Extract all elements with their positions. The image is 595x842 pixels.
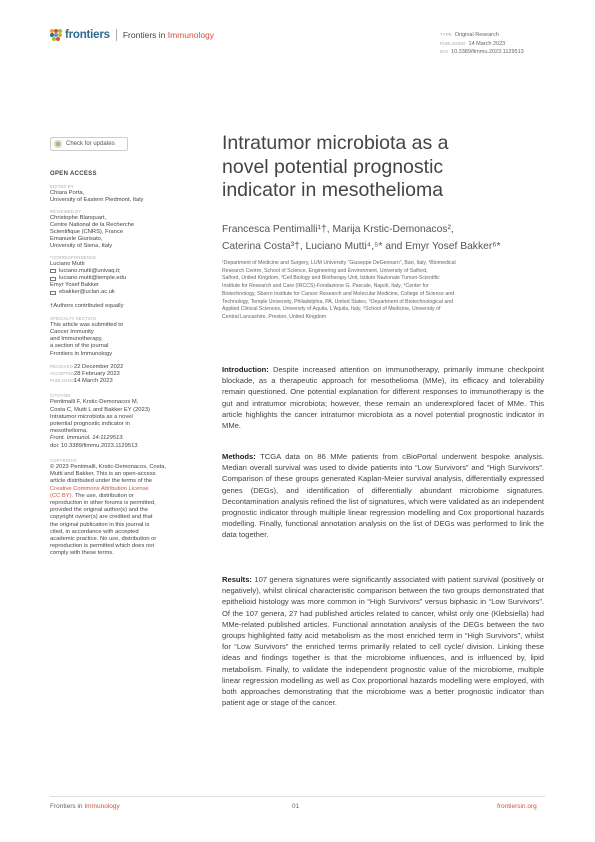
reviewed-by-section: REVIEWED BY Christophe Blanquart, Centre National de la Recherche Scientifique (CNRS), France Emanuele Giurisato, University of Siena, Italy — [50, 208, 135, 250]
email-link[interactable]: ebakker@uclan.ac.uk — [50, 289, 168, 296]
edited-by-section: EDITED BY Chiara Porta, University of Eastern Piedmont, Italy — [50, 184, 144, 204]
cc-license-link[interactable]: Creative Commons Attribution License — [50, 485, 149, 492]
sidebar — [50, 171, 168, 558]
email-link[interactable]: luciano.mutti@temple.edu — [50, 275, 168, 282]
frontiers-dots-icon — [50, 29, 62, 41]
meta-doi: DOI 10.3389/fimmu.2023.1129513 — [440, 49, 524, 55]
cc-by-link[interactable]: (CC BY). — [50, 492, 74, 499]
abstract-methods: Methods: TCGA data on 86 MMe patients from cBioPortal underwent bespoke analysis. Median overall survival was used to divide patients into “Low Survivors” and “High Survivors”. Comparison of these groups generated Kaplan-Meier survival analysis, differentially expressed genes (DEGs), and identification of differentially abundant microbiome signatures. Decontamination analysis refined the list of signatures, which were validated as an independent prognostic indicator through multiple linear regression modelling and Cox proportional hazards modelling. Finally, functional annotation analysis on the list of DEGs was performed to link the data together. — [222, 452, 544, 540]
envelope-icon — [50, 277, 56, 281]
site-link[interactable]: frontiersin.org — [497, 803, 537, 810]
meta-type: TYPE Original Research — [440, 32, 499, 38]
copyright-section: COPYRIGHT © 2023 Pentimalli, Krstic-Demonacos, Costa, Mutti and Bakker. This is an open-access article distributed under the terms of the Creative Commons Attribution License (CC BY). The use, distribution or reproduction in other forums is permitted, provided the original author(s) and the copyright owner(s) are credited and that the original publication in this journal is cited, in accordance with accepted academic practice. No use, distribution or reproduction is permitted which does not comply with these terms. — [50, 457, 167, 557]
check-updates-icon — [54, 140, 62, 148]
dates-section: RECEIVED 22 December 2022 ACCEPTED 28 February 2023 PUBLISHED 14 March 2023 — [50, 363, 124, 385]
footer-divider — [50, 796, 545, 797]
article-meta — [440, 31, 524, 57]
envelope-icon — [50, 291, 56, 295]
divider — [116, 29, 117, 41]
affiliations: ¹Department of Medicine and Surgery, LUM University “Giuseppe DeGennaro”, Bari, Italy, ²Biomedical Research Centre, School of Science, Engineering and Environment, University of Salford, Salford, United Kingdom, ³Cell Biology and Biotherapy Unit, Istituto Nazionale Tumori-Scientific Institute for Research and Care (IRCCS)-Fondazione G. Pascale, Napoli, Italy, ⁴Center for Biotechnology, Sbarro Institute for Cancer Research and Molecular Medicine, College of Science and Technology, Temple University, Philadelphia, PA, United States, ⁵Department of Biotechnological and Applied Clinical Sciences, University of Aquila, L'Aquila, Italy, ⁶School of Medicine, University of Central Lancashire, Preston, United Kingdom — [222, 260, 456, 320]
author-list: Francesca Pentimalli¹†, Marija Krstic-Demonacos², Caterina Costa³†, Luciano Mutti⁴,⁵* and Emyr Yosef Bakker⁶* — [222, 224, 501, 252]
abstract-introduction: Introduction: Despite increased attention on immunotherapy, primarily immune checkpoint blockade, as a therapeutic approach for mesothelioma (MMe), its efficacy and tolerability remain questioned. One potential explanation for different responses to immunotherapy is the gut and intratumor microbiota; however, these remain an underexplored facet of MMe. This article highlights the cancer intratumor microbiota as a novel potential prognostic indicator in MMe. — [222, 365, 544, 431]
page-number: 01 — [292, 803, 300, 810]
frontiers-logo[interactable] — [50, 29, 214, 41]
envelope-icon — [50, 269, 56, 273]
journal-name: Frontiers in Immunology — [122, 30, 215, 40]
equal-contribution-note: †Authors contributed equally — [50, 302, 124, 309]
specialty-section: SPECIALTY SECTION This article was submitted to Cancer Immunity and Immunotherapy, a section of the journal Frontiers in Immunology — [50, 315, 124, 357]
check-for-updates-button[interactable] — [50, 137, 128, 151]
check-updates-label: Check for updates — [66, 141, 115, 147]
footer-journal: Frontiers in Immunology — [50, 803, 120, 810]
brand-name: frontiers — [65, 29, 110, 41]
open-access-label: OPEN ACCESS — [50, 171, 97, 177]
abstract-results: Results: 107 genera signatures were significantly associated with patient survival (positively or negatively), whilst clinical characteristic comparison between the two groups demonstrated that epithelioid histology was more common in “High Survivors” versus biphasic in “Low Survivors”. Of the 107 genera, 27 had published articles related to cancer, whilst only one (Klebsiella) had MMe-related published articles. Functional annotation analysis of the DEGs between the two groups highlighted fatty acid metabolism as the most enriched term in “High Survivors”, whilst for “Low Survivors” the enriched terms primarily related to cell cycle/ division. Linking these ideas and findings together is that the microbiome influences, and is influenced by, lipid metabolism. Finally, to validate the independent prognostic value of the microbiome, multiple linear regression modelling as well as Cox proportional hazards modelling were employed, with both approaches demonstrating that the microbiome was a better prognostic indicator than patient age or stage of the cancer. — [222, 575, 544, 708]
correspondence-section: *CORRESPONDENCE Luciano Mutti luciano.mutti@univaq.it; luciano.mutti@temple.edu Emyr Yosef Bakker ebakker@uclan.ac.uk — [50, 255, 168, 297]
email-link[interactable]: luciano.mutti@univaq.it; — [50, 268, 168, 275]
article-title: Intratumor microbiota as a novel potential prognostic indicator in mesothelioma — [222, 132, 449, 201]
meta-published: PUBLISHED 14 March 2023 — [440, 40, 506, 47]
citation-section: CITATION Pentimalli F, Krstic-Demonacos M, Costa C, Mutti L and Bakker EY (2023) Intratumor microbiota as a novel potential prognostic indicator in mesothelioma. Front. Immunol. 14:1129513. doi: 10.3389/fimmu.2023.1129513 — [50, 393, 150, 449]
